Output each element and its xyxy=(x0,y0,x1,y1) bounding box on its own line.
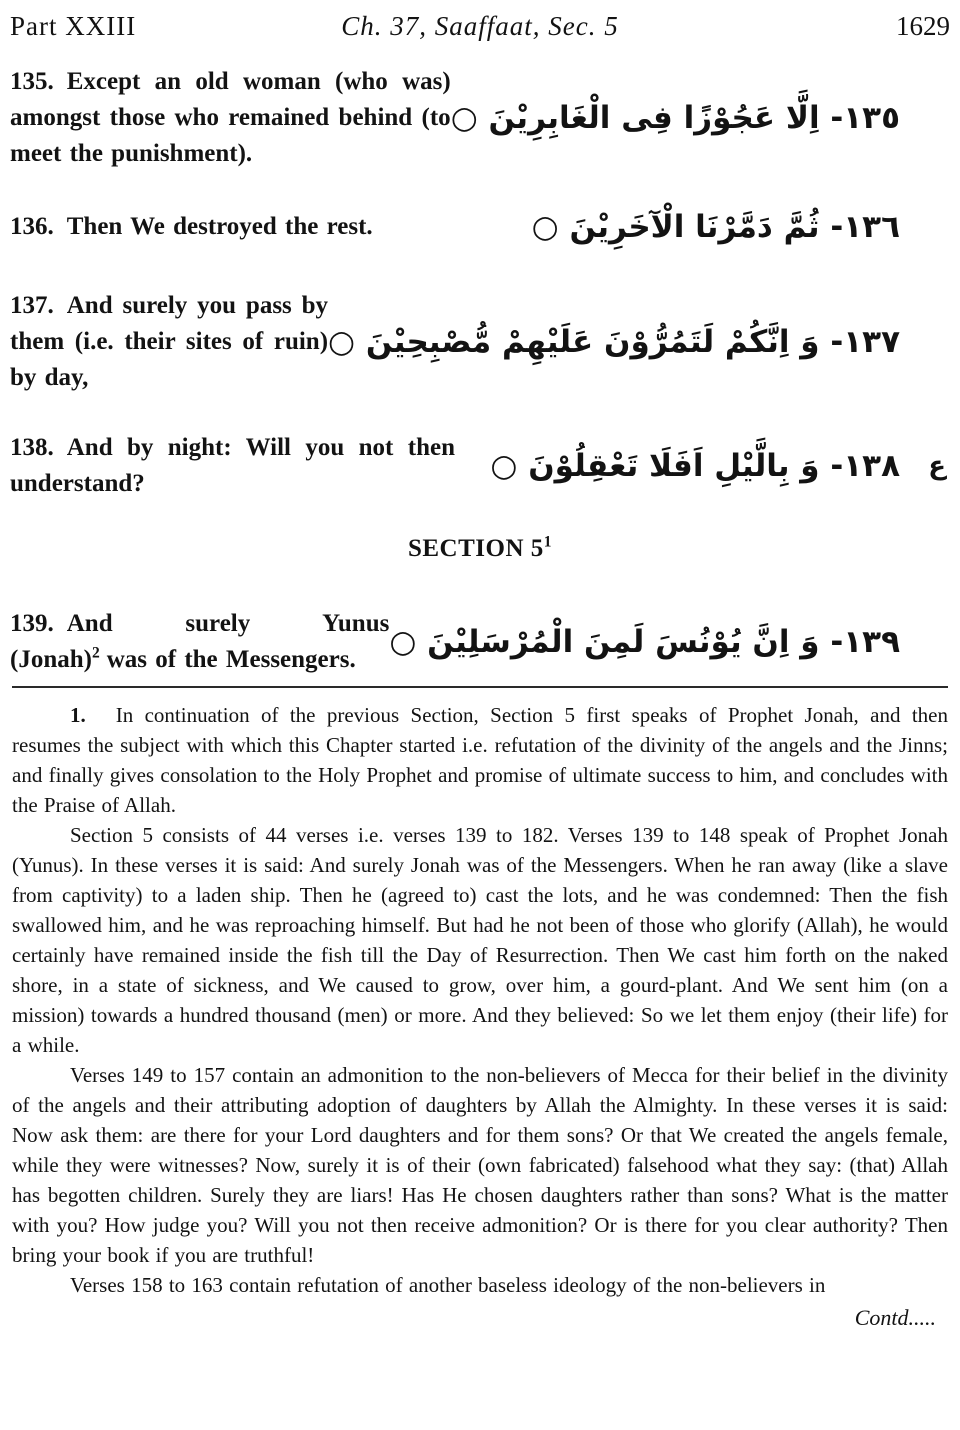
footnote-paragraph-1 xyxy=(12,700,948,820)
footnote-paragraph-4: Verses 158 to 163 contain refutation of another baseless ideology of the non-believers in xyxy=(70,1273,826,1297)
footnote-paragraph-2: Section 5 consists of 44 verses i.e. verses 139 to 182. Verses 139 to 148 speak of Prophet Jonah (Yunus). In these verses it is said: And surely Jonah was of the Messengers. When he ran away (like a slave from captivity) to a laden ship. Then he (agreed to) cast the lots, and he was condemned: Then the fish swallowed him, and he was reproaching himself. But had he not been of those who glorify (Allah), he would certainly have remained inside the fish till the Day of Resurrection. Then We cast him forth on the naked shore, in a state of sickness, and We caused to grow, over him, a gourd-plant. And We sent him (on a mission) towards a hundred thousand (men) or more. And they believed: So we let them enjoy (their life) for a while. xyxy=(12,823,948,1057)
verse-number: 139. xyxy=(10,610,54,637)
section-footnote-ref: 1 xyxy=(543,533,553,551)
verse-row-139 xyxy=(10,606,950,678)
verse-number: 135. xyxy=(10,68,54,95)
section-heading-label: SECTION 5 xyxy=(407,535,544,562)
verse-english xyxy=(10,430,455,502)
verse-english-text: And surely you pass by them (i.e. their sites of ruin) by day, xyxy=(10,292,329,391)
verse-arabic-text: ١٣٩- وَ اِنَّ يُوْنُسَ لَمِنَ الْمُرْسَلِيْنَ ○ xyxy=(389,624,900,660)
verse-english xyxy=(10,288,328,396)
verse-english-text: And surely Yunus (Jonah) xyxy=(10,610,390,673)
verse-list xyxy=(10,42,950,678)
page-header xyxy=(10,10,950,42)
section-heading xyxy=(10,534,950,564)
verse-row-135 xyxy=(10,64,950,172)
ruku-marker-icon: ع xyxy=(928,451,946,481)
verse-arabic-text: ١٣٧- وَ اِنَّكُمْ لَتَمُرُّوْنَ عَلَيْهِمْ مُّصْبِحِيْنَ ○ xyxy=(328,324,900,360)
verse-footnote-ref: 2 xyxy=(91,644,100,662)
header-part-label: Part XXIII xyxy=(10,11,137,41)
verse-english xyxy=(10,209,455,245)
header-chapter-title: Ch. 37, Saaffaat, Sec. 5 xyxy=(341,11,619,41)
verse-row-137 xyxy=(10,288,950,396)
footnote-number: 1. xyxy=(70,703,86,727)
verse-english-text: Except an old woman (who was) amongst those who remained behind (to meet the punishment). xyxy=(10,68,451,167)
verse-row-136 xyxy=(10,204,950,250)
verse-english-text: And by night: Will you not then understand? xyxy=(10,434,455,497)
verse-english-text-tail: was of the Messengers. xyxy=(106,646,356,673)
verse-number: 137. xyxy=(10,292,54,319)
footnotes-block xyxy=(10,688,950,1300)
footnote-text: In continuation of the previous Section, Section 5 first speaks of Prophet Jonah, and then resumes the subject with which this Chapter started i.e. refutation of the divinity of the angels and the Jinns; and finally gives consolation to the Holy Prophet and promise of ultimate success to him, and concludes with the Praise of Allah. xyxy=(12,703,948,817)
verse-arabic-text: ١٣٥- اِلَّا عَجُوْزًا فِى الْغَابِرِيْنَ ○ xyxy=(450,100,900,136)
verse-row-138 xyxy=(10,430,950,502)
verse-arabic-text: ١٣٨- وَ بِالَّيْلِ اَفَلَا تَعْقِلُوْنَ ○ xyxy=(490,448,900,484)
verse-english xyxy=(10,606,389,678)
footnote-paragraph-3: Verses 149 to 157 contain an admonition to the non-believers of Mecca for their belief in the divinity of the angels and their attributing adoption of daughters by Allah the Almighty. In these verses it is said: Now ask them: are there for your Lord daughters and for them sons? Or that We created the angels female, while they were witnesses? Now, surely it is of their (own fabricated) falsehood what they say: (that) Allah has begotten children. Surely they are liars! Has He chosen daughters rather than sons? What is the matter with you? How judge you? Will you not then receive admonition? Or is there for you clear authority? Then bring your book if you are truthful! xyxy=(12,1063,948,1267)
verse-arabic-text: ١٣٦- ثُمَّ دَمَّرْنَا الْآخَرِيْنَ ○ xyxy=(531,209,900,245)
header-page-number: 1629 xyxy=(896,11,950,41)
verse-english xyxy=(10,64,451,172)
verse-number: 138. xyxy=(10,434,54,461)
verse-english-text: Then We destroyed the rest. xyxy=(66,213,373,240)
continued-label: Contd..... xyxy=(854,1305,936,1330)
verse-number: 136. xyxy=(10,213,54,240)
